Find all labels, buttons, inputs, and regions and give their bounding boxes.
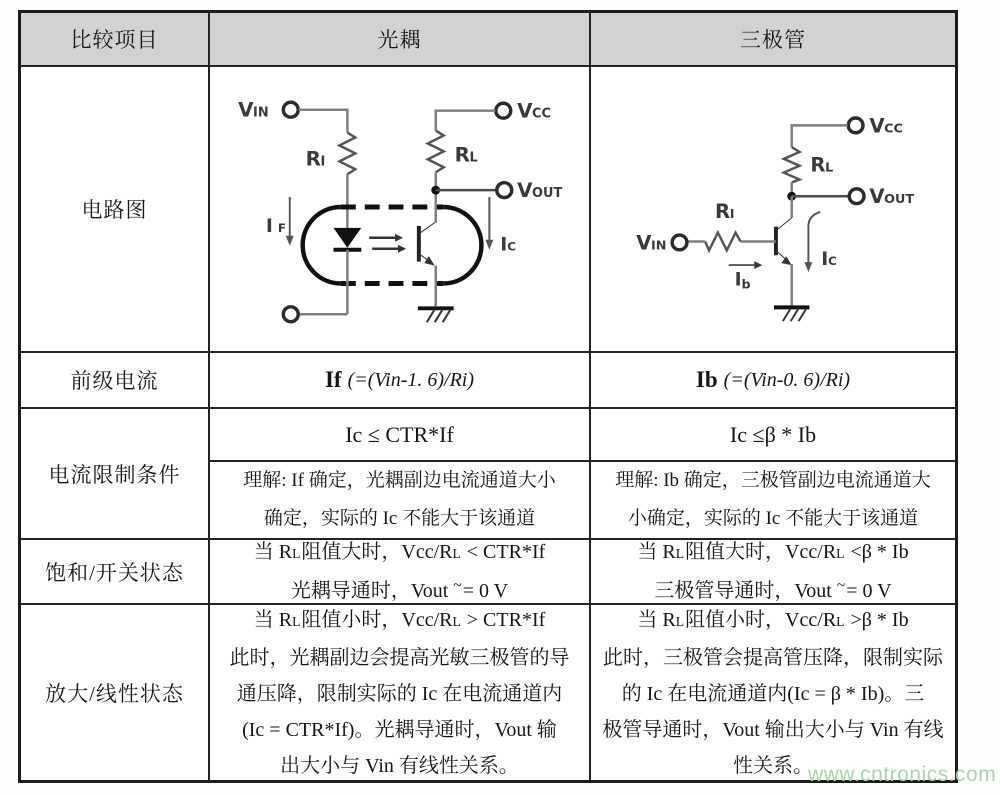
input-return-terminal — [283, 307, 298, 322]
comparison-table — [18, 10, 958, 783]
opto-shell-right-arc — [443, 207, 481, 283]
ic-label: I — [500, 233, 508, 256]
ri-label: R — [714, 199, 731, 223]
bjt-limit-formula: Ic ≤β * Ib — [591, 409, 955, 462]
ground-symbol — [418, 308, 454, 322]
vin-label-sub: IN — [651, 238, 667, 254]
vout-terminal — [849, 189, 864, 204]
ib-label-sub: b — [741, 277, 751, 293]
opto-if-lead: If — [324, 367, 342, 392]
vcc-terminal — [848, 118, 863, 133]
ri-label: R — [305, 147, 321, 171]
bjt-amp-line2: 此时，三极管会提高管压降，限制实际 — [603, 646, 943, 669]
optocoupler-circuit-diagram — [210, 67, 589, 351]
opto-amplification-cell — [210, 605, 591, 780]
vout-label: V — [517, 179, 533, 203]
vout-label-sub: OUT — [884, 192, 915, 208]
transistor-circuit-cell — [591, 67, 955, 353]
opto-input-current-formula — [210, 353, 591, 409]
bjt-saturation-line2: 三极管导通时，Vout ~= 0 V — [654, 577, 892, 602]
site-watermark: www.cntronics.com — [808, 763, 997, 786]
opto-saturation-cell — [210, 540, 591, 605]
row-label-current-limit: 电流限制条件 — [21, 409, 210, 540]
rl-label: R — [810, 153, 826, 177]
vout-terminal — [497, 183, 512, 198]
ic-label-sub: C — [507, 239, 516, 254]
bjt-limit-note-line2: 小确定，实际的 Ic 不能大于该通道 — [627, 508, 919, 529]
bjt-amplification-cell — [591, 605, 955, 780]
vin-terminal — [283, 102, 298, 117]
opto-amp-line5: 出大小与 Vin 有线性关系。 — [280, 754, 519, 777]
opto-shell-left-arc — [303, 207, 341, 283]
bjt-saturation-line1: 当 RL阻值大时，Vcc/RL <β * Ib — [637, 541, 909, 563]
ground-symbol — [774, 307, 809, 321]
bjt-input-current-formula — [591, 353, 955, 409]
opto-saturation-line2: 光耦导通时，Vout ~= 0 V — [290, 577, 509, 602]
ib-label: I — [734, 269, 742, 291]
bjt-ib-lead: Ib — [695, 367, 718, 392]
header-transistor: 三极管 — [591, 13, 955, 67]
opto-amp-line4: (Ic = CTR*If)。光耦导通时，Vout 输 — [242, 718, 557, 741]
rl-label: R — [454, 143, 470, 167]
resistor-ri — [339, 133, 355, 175]
ic-current-arrow — [808, 212, 820, 264]
bjt-limit-note — [591, 462, 955, 540]
bjt-saturation-cell — [591, 540, 955, 605]
led-symbol — [333, 228, 361, 248]
opto-limit-formula: Ic ≤ CTR*If — [210, 409, 591, 462]
resistor-rl — [784, 147, 800, 182]
bjt-ib-rest: (=(Vin-0. 6)/Ri) — [723, 368, 851, 391]
vin-label: V — [636, 231, 652, 255]
ri-label-sub: I — [729, 206, 735, 222]
row-label-amplification: 放大/线性状态 — [21, 605, 210, 780]
header-compare-item: 比较项目 — [21, 13, 210, 67]
row-label-circuit: 电路图 — [21, 67, 210, 353]
header-optocoupler: 光耦 — [210, 13, 591, 67]
opto-amp-line1: 当 RL阻值小时，Vcc/RL > CTR*If — [253, 608, 546, 631]
ri-label-sub: I — [320, 154, 326, 170]
opto-limit-note-line2: 确定，实际的 Ic 不能大于该通道 — [263, 508, 536, 529]
rl-label-sub: L — [469, 150, 478, 166]
row-label-saturation: 饱和/开关状态 — [21, 540, 210, 605]
opto-limit-note — [210, 462, 591, 540]
opto-amp-line3: 通压降，限制实际的 Ic 在电流通道内 — [236, 682, 563, 705]
ic-label-sub: C — [828, 254, 837, 269]
vout-label-sub: OUT — [532, 186, 563, 202]
bjt-amp-line4: 极管导通时，Vout 输出大小与 Vin 有线 — [602, 718, 944, 741]
vin-terminal — [672, 235, 687, 250]
if-label-sub: F — [277, 220, 286, 235]
resistor-ri — [705, 233, 740, 251]
rl-label-sub: L — [825, 160, 834, 176]
vcc-label-sub: CC — [532, 106, 551, 122]
opto-saturation-line1: 当 RL阻值大时，Vcc/RL < CTR*If — [253, 541, 546, 563]
bjt-amp-line3: 的 Ic 在电流通道内(Ic = β * Ib)。三 — [621, 682, 925, 705]
vcc-label: V — [517, 99, 533, 123]
vcc-label: V — [869, 114, 885, 138]
bjt-limit-note-line1: 理解: Ib 确定，三极管副边电流通道大 — [615, 470, 931, 491]
vcc-label-sub: CC — [884, 121, 903, 137]
opto-amp-line2: 此时，光耦副边会提高光敏三极管的导 — [229, 646, 570, 669]
ic-label: I — [821, 249, 829, 271]
bjt-amp-line1: 当 RL阻值小时，Vcc/RL >β * Ib — [637, 608, 909, 631]
bjt-amp-line5: 性关系。 — [733, 754, 813, 777]
vcc-terminal — [496, 103, 511, 118]
vout-label: V — [869, 185, 885, 209]
vin-label: V — [238, 98, 254, 122]
opto-if-rest: (=(Vin-1. 6)/Ri) — [347, 368, 475, 391]
resistor-rl — [428, 131, 444, 173]
transistor-circuit-diagram — [591, 67, 955, 351]
opto-limit-note-line1: 理解: If 确定，光耦副边电流通道大小 — [243, 470, 556, 491]
vin-label-sub: IN — [253, 105, 269, 121]
if-label: I — [265, 214, 273, 237]
row-label-input-current: 前级电流 — [21, 353, 210, 409]
optocoupler-circuit-cell — [210, 67, 591, 353]
